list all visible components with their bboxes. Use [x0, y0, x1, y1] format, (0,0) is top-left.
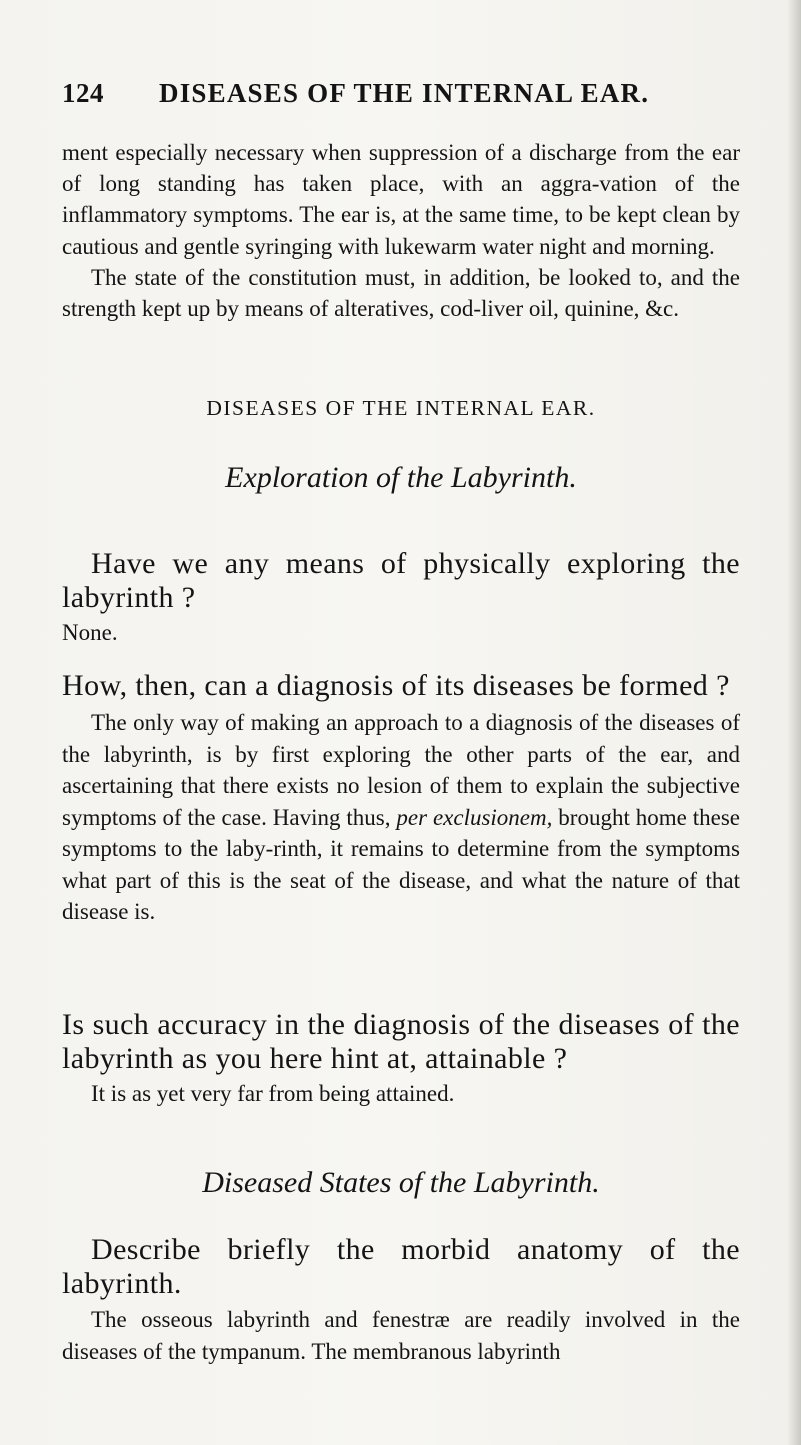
qa-diagnosis: [62, 669, 740, 928]
page-edge-shadow: [787, 0, 801, 1445]
opening-text: [62, 137, 740, 324]
answer-diagnosis-part-2: brought home these symptoms to the laby-rinth, it remains to determine from the symptoms what part of this is the seat of the disease, and what the nature of that disease is.: [62, 804, 741, 924]
question-accuracy: Is such accuracy in the diagnosis of the diseases of the labyrinth as you here hint at, attainable ?: [62, 1008, 740, 1075]
question-diagnosis: How, then, can a diagnosis of its diseases be formed ?: [62, 669, 730, 702]
page-number: 124: [62, 78, 104, 108]
qa-accuracy: [62, 1008, 740, 1110]
running-title: DISEASES OF THE INTERNAL EAR.: [159, 78, 650, 108]
paragraph-continuation: ment especially necessary when suppression of a discharge from the ear of long standing has taken place, with an aggra-vation of the inflammatory symptoms. The ear is, at the same time, to be kept clean by cautious and gentle syringing with lukewarm water night and morning.: [62, 140, 740, 259]
running-header: [62, 78, 740, 118]
subsection-heading-diseased-states: Diseased States of the Labyrinth.: [202, 1166, 600, 1199]
answer-morbid-anatomy: The osseous labyrinth and fenestræ are readily involved in the diseases of the tympanum. The membranous labyrinth: [62, 1307, 740, 1364]
qa-morbid-anatomy: [62, 1233, 740, 1367]
qa-exploring: [62, 547, 740, 649]
subsection-heading-exploration: Exploration of the Labyrinth.: [225, 461, 577, 494]
answer-accuracy: It is as yet very far from being attained.: [91, 1081, 455, 1106]
question-morbid-anatomy: Describe briefly the morbid anatomy of the labyrinth.: [62, 1233, 740, 1300]
answer-diagnosis-latin: per exclusionem,: [396, 804, 553, 830]
paragraph-constitution: The state of the constitution must, in addition, be looked to, and the strength kept up by means of alteratives, cod-liver oil, quinine, &c.: [62, 264, 740, 322]
answer-exploring: None.: [62, 620, 118, 645]
answer-diagnosis: [62, 707, 740, 928]
question-exploring: Have we any means of physically exploring the labyrinth ?: [62, 547, 740, 614]
answer-diagnosis-part-1: The only way of making an approach to a diagnosis of the diseases of the labyrinth, is by first exploring the other parts of the ear, and ascertaining that there exists no lesion of them to explain the subjective symptoms of the case. Having thus,: [62, 710, 740, 830]
section-heading: DISEASES OF THE INTERNAL EAR.: [206, 396, 596, 420]
